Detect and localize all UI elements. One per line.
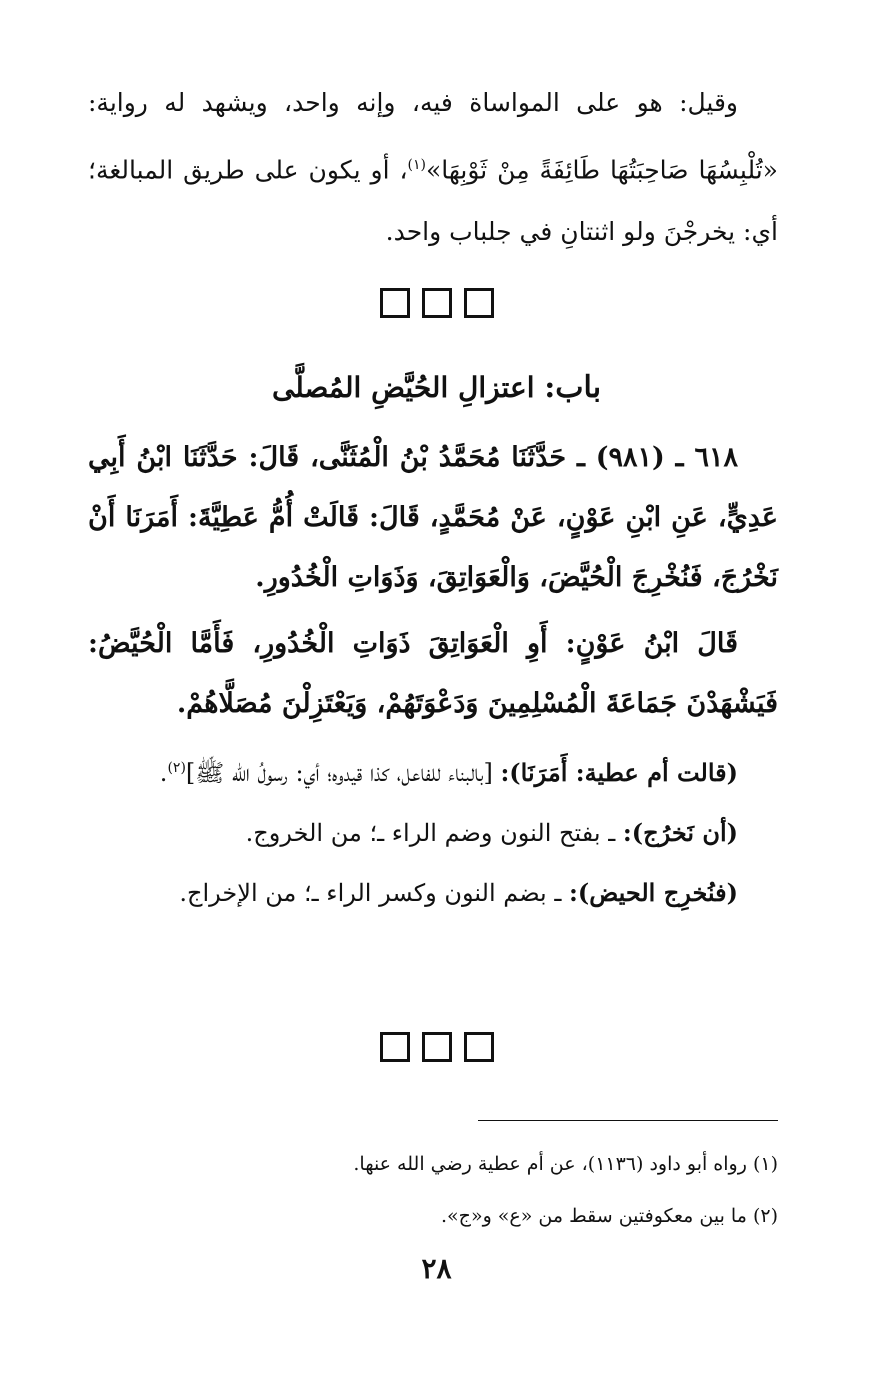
commentary-text-3: ـ بضم النون وكسر الراء ـ؛ من الإخراج. [179,879,570,907]
intro-text [88,72,778,263]
separator-box-icon [380,1032,410,1062]
commentary-term-3: (فنُخرِج الحيض): [569,878,738,907]
chapter-title: اعتزالِ الحُيَّضِ المُصلَّى [271,371,535,404]
commentary-term-1: (قالت أم عطية: أَمَرَنَا): [500,758,738,787]
footnote-2 [88,1190,778,1242]
separator-box-icon [464,288,494,318]
intro-line-2a: صَاحِبَتُهَا طَائِفَةً مِنْ ثَوْبِهَا» [425,155,689,185]
hadith-paragraph-2: قَالَ ابْنُ عَوْنٍ: أَوِ الْعَوَاتِقَ ذَوَاتِ الْخُدُورِ، فَأَمَّا الْحُيَّضُ: فَيَشْهَدْنَ جَمَاعَةَ الْمُسْلِمِينَ وَدَعْوَتَهُمْ، وَيَعْتَزِلْنَ مُصَلَّاهُمْ. [88,628,778,719]
commentary-item-2 [88,803,778,863]
page-number: ٢٨ [421,1252,452,1285]
commentary-end-1: . [159,759,168,787]
footnote-number: (٢) [752,1205,778,1227]
section-separator-top [0,288,873,318]
hadith-paragraph-1: ٦١٨ ـ (٩٨١) ـ حَدَّثَنَا مُحَمَّدُ بْنُ الْمُثَنَّى، قَالَ: حَدَّثَنَا ابْنُ أَبِي عَدِيٍّ، عَنِ ابْنِ عَوْنٍ، عَنْ مُحَمَّدٍ، قَالَ: قَالَتْ أُمُّ عَطِيَّةَ: أَمَرَنَا أَنْ نَخْرُجَ، فَنُخْرِجَ الْحُيَّضَ، وَالْعَوَاتِقَ، وَذَوَاتِ الْخُدُورِ. [88,442,778,593]
commentary-text-2: ـ بفتح النون وضم الراء ـ؛ من الخروج. [245,819,623,847]
footnote-number: (١) [752,1153,778,1175]
hadith-block [88,428,778,734]
footnote-text: رواه أبو داود (١١٣٦)، عن أم عطية رضي الله عنها. [353,1153,747,1175]
commentary-item-3 [88,863,778,923]
separator-box-icon [422,288,452,318]
chapter-label: باب: [544,370,602,405]
footnote-ref-1: (١) [407,157,426,173]
intro-line-1: وقيل: هو على المواساة فيه، وإنه واحد، ويشهد له رواية: «تُلْبِسُهَا [88,88,778,185]
footnote-ref-2: (٢) [167,760,186,776]
chapter-heading [0,358,873,418]
separator-box-icon [422,1032,452,1062]
footnotes [88,1138,778,1242]
footnote-divider [478,1120,778,1121]
footnote-text: ما بين معكوفتين سقط من «ع» و«ج». [441,1205,747,1227]
separator-box-icon [464,1032,494,1062]
commentary-item-1 [88,738,778,803]
footnote-1 [88,1138,778,1190]
intro-line-3: ولو اثنتانِ في جلباب واحد. [385,217,656,247]
separator-box-icon [380,288,410,318]
intro-paragraph [88,72,778,263]
commentary-block [88,738,778,923]
section-separator-bottom [0,1032,873,1062]
commentary-text-1: [بالبناء للفاعل، كذا قيدوه؛ أي: رسولُ الله ﷺ] [185,759,501,787]
commentary-term-2: (أن نَخرُج): [622,818,738,847]
intro-line-2b: ، أو يكون على طريق المبالغة؛ أي: يخرجْنَ [88,155,778,247]
